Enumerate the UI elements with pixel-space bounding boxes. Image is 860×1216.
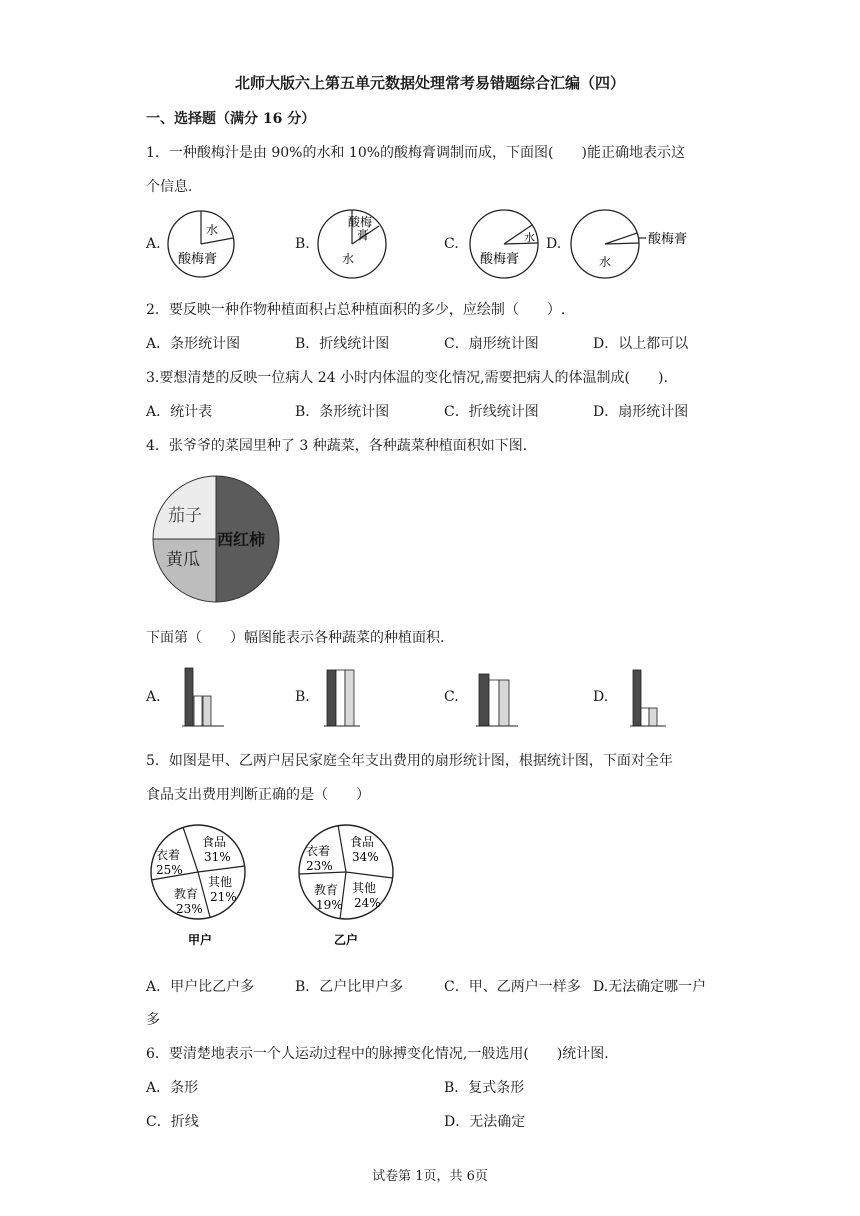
q5-jia-caption: 甲户 — [188, 933, 213, 947]
q4-option-d-label: D. — [593, 689, 609, 705]
q5-text-line1: 5．如图是甲、乙两户居民家庭全年支出费用的扇形统计图，根据统计图，下面对全年 — [146, 753, 673, 769]
q1-d-water-label: 水 — [599, 255, 612, 269]
q2-option-a: A．条形统计图 — [146, 336, 241, 352]
q2-option-b: B．折线统计图 — [295, 336, 390, 352]
q1-text-line2: 个信息. — [146, 179, 193, 195]
q5-yi-other-pct: 24% — [354, 896, 381, 910]
q5-option-c: C．甲、乙两户一样多 — [444, 979, 581, 995]
q5-option-d: D.无法确定哪一户 — [593, 979, 707, 995]
q1-b-syrup-top: 酸梅 — [348, 215, 373, 229]
q1-option-c-label: C. — [444, 236, 459, 252]
q2-text: 2．要反映一种作物种植面积占总种植面积的多少，应绘制（ ）. — [146, 302, 566, 318]
q3-option-b: B．条形统计图 — [295, 404, 390, 420]
q5-yi-edu-pct: 19% — [316, 898, 343, 912]
page-title: 北师大版六上第五单元数据处理常考易错题综合汇编（四） — [234, 74, 625, 92]
q1-pie-a — [162, 208, 244, 280]
q4-bar-a — [180, 664, 226, 728]
q5-yi-caption: 乙户 — [334, 933, 359, 947]
q1-pie-d — [566, 206, 702, 282]
q4-bar-d — [628, 664, 668, 728]
q5-jia-edu-pct: 23% — [176, 902, 203, 916]
q1-pie-b — [314, 206, 394, 280]
q5-yi-food-pct: 34% — [352, 850, 379, 864]
q5-jia-other: 其他 — [208, 875, 233, 889]
q1-c-water-label: 水 — [524, 231, 535, 244]
q5-jia-food: 食品 — [202, 835, 227, 849]
q1-option-a-label: A. — [146, 236, 161, 252]
q1-b-water-label: 水 — [342, 252, 355, 266]
q6-text: 6．要清楚地表示一个人运动过程中的脉搏变化情况,一般选用( )统计图. — [146, 1046, 609, 1062]
q2-option-d: D．以上都可以 — [593, 336, 689, 352]
q2-option-c: C．扇形统计图 — [444, 336, 539, 352]
section-heading: 一、选择题（满分 16 分） — [146, 111, 316, 127]
q4-label-tomato: 西红柿 — [217, 530, 266, 549]
q4-bar-c — [474, 664, 520, 728]
q1-b-syrup-bottom: 膏 — [357, 228, 370, 242]
q4-text: 4．张爷爷的菜园里种了 3 种蔬菜，各种蔬菜种植面积如下图. — [146, 438, 528, 454]
q5-option-b: B．乙户比甲户多 — [295, 979, 404, 995]
q6-option-a: A．条形 — [146, 1080, 199, 1096]
page-footer: 试卷第 1页，共 6页 — [372, 1169, 488, 1184]
q4-option-c-label: C. — [444, 689, 459, 705]
q5-option-d-wrap: 多 — [146, 1012, 160, 1028]
q1-option-b-label: B. — [295, 236, 310, 252]
q1-a-syrup-label: 酸梅膏 — [178, 252, 218, 267]
q5-yi-food: 食品 — [350, 835, 375, 849]
q3-option-a: A．统计表 — [146, 404, 213, 420]
q3-option-d: D．扇形统计图 — [593, 404, 689, 420]
q4-option-b-label: B. — [295, 689, 310, 705]
q5-jia-cloth-pct: 25% — [156, 863, 183, 877]
q5-yi-other: 其他 — [352, 881, 377, 895]
q5-yi-cloth: 衣着 — [306, 844, 331, 858]
q5-option-a: A．甲户比乙户多 — [146, 979, 255, 995]
q4-label-eggplant: 茄子 — [168, 506, 202, 526]
q5-pie-jia — [146, 822, 256, 950]
q4-text-2: 下面第（ ）幅图能表示各种蔬菜的种植面积. — [146, 630, 445, 646]
q1-a-water-label: 水 — [206, 223, 219, 237]
q5-yi-edu: 教育 — [314, 883, 339, 897]
q5-jia-food-pct: 31% — [204, 850, 231, 864]
q5-jia-other-pct: 21% — [210, 890, 237, 904]
q5-jia-cloth: 衣着 — [156, 848, 181, 862]
q5-yi-cloth-pct: 23% — [306, 859, 333, 873]
q5-pie-yi — [294, 822, 404, 950]
q3-text: 3.要想清楚的反映一位病人 24 小时内体温的变化情况,需要把病人的体温制成( ). — [146, 370, 668, 386]
q5-jia-edu: 教育 — [174, 887, 199, 901]
q4-bar-b — [322, 664, 362, 728]
q5-text-line2: 食品支出费用判断正确的是（ ） — [146, 787, 370, 803]
q1-c-syrup-label: 酸梅膏 — [480, 252, 520, 267]
q1-d-syrup-label: 酸梅膏 — [648, 232, 688, 247]
q4-label-cucumber: 黄瓜 — [166, 550, 200, 570]
q1-text-line1: 1．一种酸梅汁是由 90%的水和 10%的酸梅膏调制而成，下面图( )能正确地表示这 — [146, 145, 685, 161]
q6-option-c: C．折线 — [146, 1114, 199, 1130]
q6-option-d: D．无法确定 — [444, 1114, 526, 1130]
q4-option-a-label: A. — [146, 689, 161, 705]
q6-option-b: B．复式条形 — [444, 1080, 525, 1096]
q3-option-c: C．折线统计图 — [444, 404, 539, 420]
q4-vegetable-pie — [146, 474, 286, 604]
q1-pie-c — [466, 207, 546, 281]
q1-option-d-label: D. — [546, 236, 562, 252]
